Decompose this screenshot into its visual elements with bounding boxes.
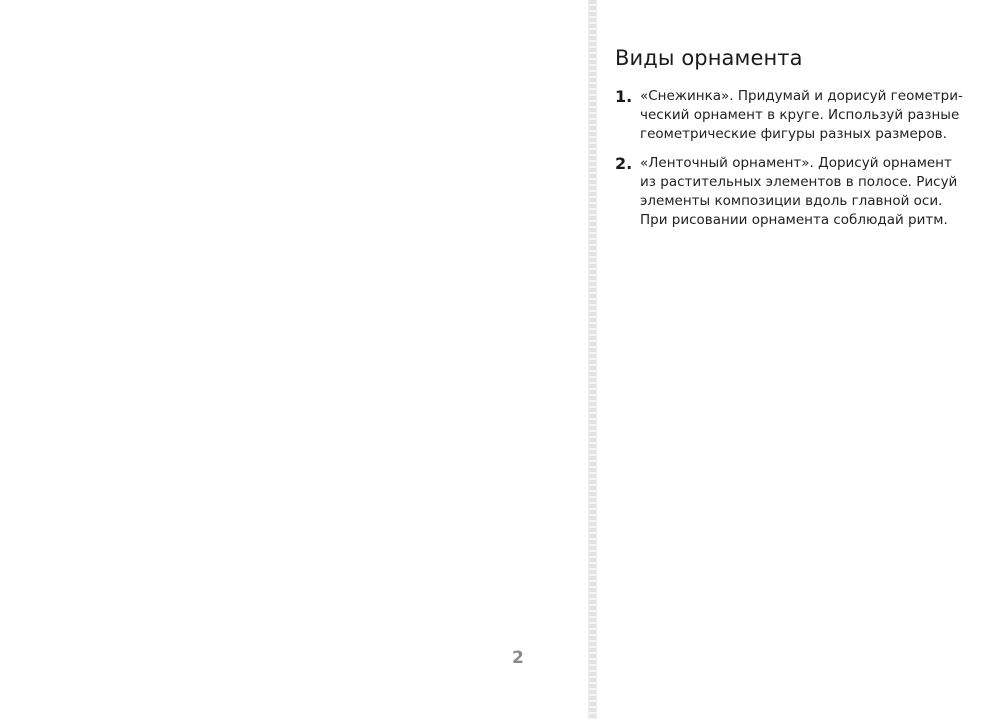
task-text-line: из растительных элементов в полосе. Рисуй [640, 174, 958, 190]
task-text-line: элементы композиции вдоль главной оси. [640, 193, 943, 209]
page-number: 2 [512, 648, 524, 668]
task-list [615, 87, 975, 240]
task-text-line: «Ленточный орнамент». Дорисуй орнамент [640, 155, 952, 171]
task-text-line: При рисовании орнамента соблюдай ритм. [640, 212, 948, 228]
right-page [597, 0, 1000, 719]
task-item-1 [615, 87, 975, 144]
book-spine [588, 0, 597, 719]
task-number: 2. [615, 154, 633, 173]
task-text-line: геометрические фигуры разных размеров. [640, 126, 947, 142]
task-item-2 [615, 154, 975, 230]
page-title: Виды орнамента [615, 46, 803, 70]
task-number: 1. [615, 87, 633, 106]
task-text-line: «Снежинка». Придумай и дорисуй геометри- [640, 88, 963, 104]
task-text-line: ческий орнамент в круге. Используй разные [640, 107, 960, 123]
